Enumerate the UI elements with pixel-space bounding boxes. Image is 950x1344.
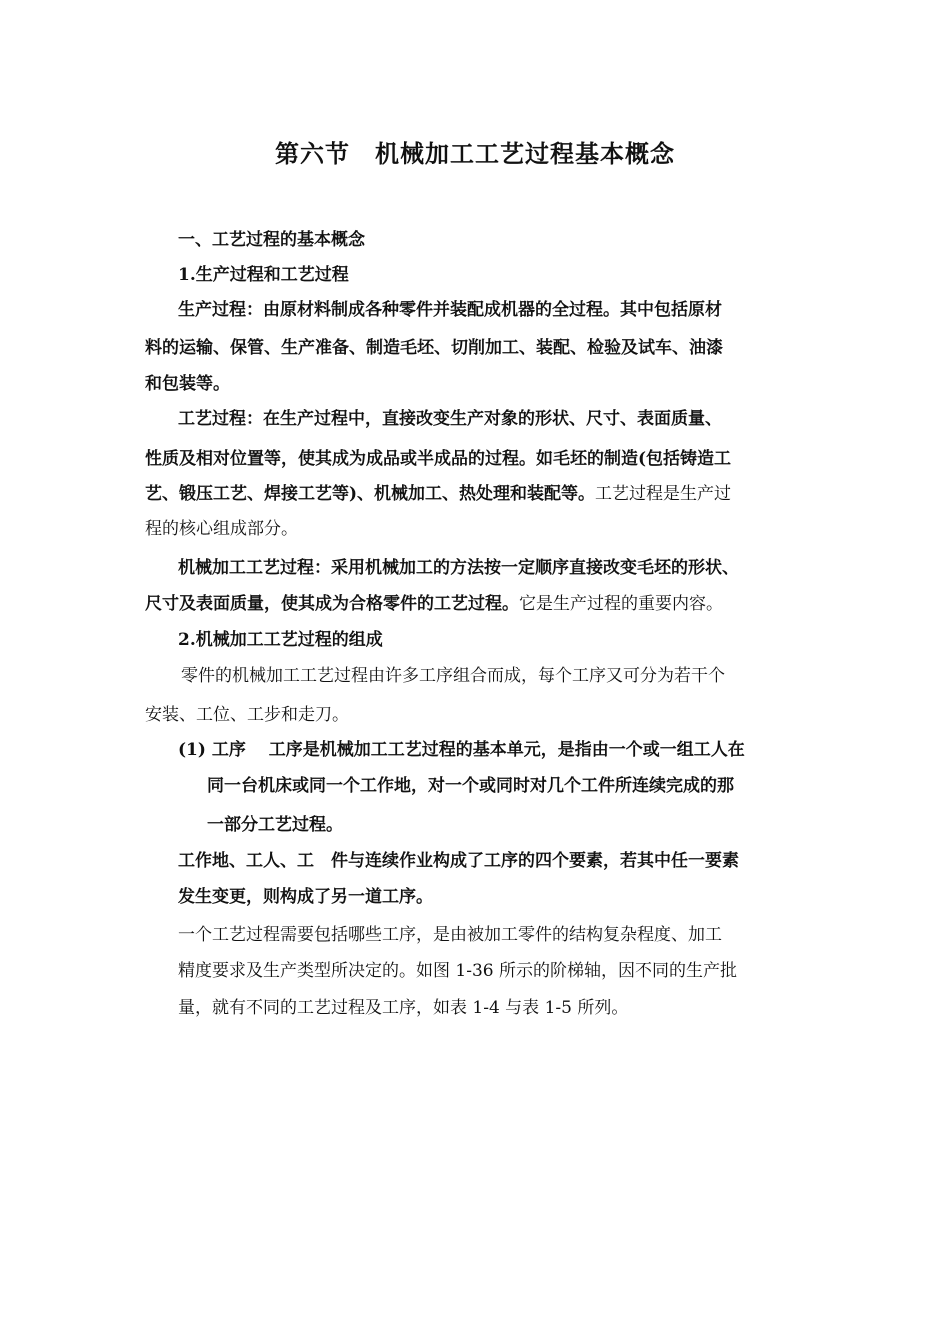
paragraph-line: 安装、工位、工步和走刀。 bbox=[145, 705, 349, 725]
paragraph-line: 一部分工艺过程。 bbox=[207, 815, 343, 835]
paragraph-line: 发生变更，则构成了另一道工序。 bbox=[178, 887, 433, 907]
paragraph-line bbox=[145, 592, 815, 616]
page-title: 第六节 机械加工工艺过程基本概念 bbox=[275, 139, 675, 168]
paragraph-line: 料的运输、保管、生产准备、制造毛坯、切削加工、装配、检验及试车、油漆 bbox=[145, 338, 723, 358]
section-heading: 一、工艺过程的基本概念 bbox=[178, 230, 365, 250]
paragraph-line: 性质及相对位置等，使其成为成品或半成品的过程。如毛坯的制造(包括铸造工 bbox=[145, 449, 732, 469]
paragraph-line: 一个工艺过程需要包括哪些工序，是由被加工零件的结构复杂程度、加工 bbox=[178, 925, 722, 945]
paragraph-line: 量，就有不同的工艺过程及工序，如表 1-4 与表 1-5 所列。 bbox=[178, 998, 629, 1018]
plain-text: 它是生产过程的重要内容。 bbox=[519, 594, 723, 614]
paragraph-line: 生产过程：由原材料制成各种零件并装配成机器的全过程。其中包括原材 bbox=[178, 300, 722, 320]
paragraph-line: 同一台机床或同一个工作地，对一个或同时对几个工件所连续完成的那 bbox=[207, 776, 734, 796]
subsection-heading: 1.生产过程和工艺过程 bbox=[178, 265, 349, 285]
paragraph-line: 工艺过程：在生产过程中，直接改变生产对象的形状、尺寸、表面质量、 bbox=[178, 409, 722, 429]
paragraph-line: 和包装等。 bbox=[145, 374, 230, 394]
paragraph-line: 程的核心组成部分。 bbox=[145, 519, 298, 539]
bold-text: 尺寸及表面质量，使其成为合格零件的工艺过程。 bbox=[145, 594, 519, 614]
paragraph-line: 工作地、工人、工 件与连续作业构成了工序的四个要素，若其中任一要素 bbox=[178, 851, 739, 871]
paragraph-line bbox=[145, 482, 815, 506]
paragraph-line: 精度要求及生产类型所决定的。如图 1-36 所示的阶梯轴，因不同的生产批 bbox=[178, 961, 737, 981]
paragraph-line: 零件的机械加工工艺过程由许多工序组合而成，每个工序又可分为若干个 bbox=[181, 666, 725, 686]
paragraph-line: 机械加工工艺过程：采用机械加工的方法按一定顺序直接改变毛坯的形状、 bbox=[178, 558, 739, 578]
bold-text: 艺、锻压工艺、焊接工艺等)、机械加工、热处理和装配等。 bbox=[145, 484, 596, 504]
subsection-heading: 2.机械加工工艺过程的组成 bbox=[178, 630, 383, 650]
plain-text: 工艺过程是生产过 bbox=[595, 484, 732, 504]
paragraph-line: (1) 工序 工序是机械加工工艺过程的基本单元，是指由一个或一组工人在 bbox=[178, 740, 745, 760]
